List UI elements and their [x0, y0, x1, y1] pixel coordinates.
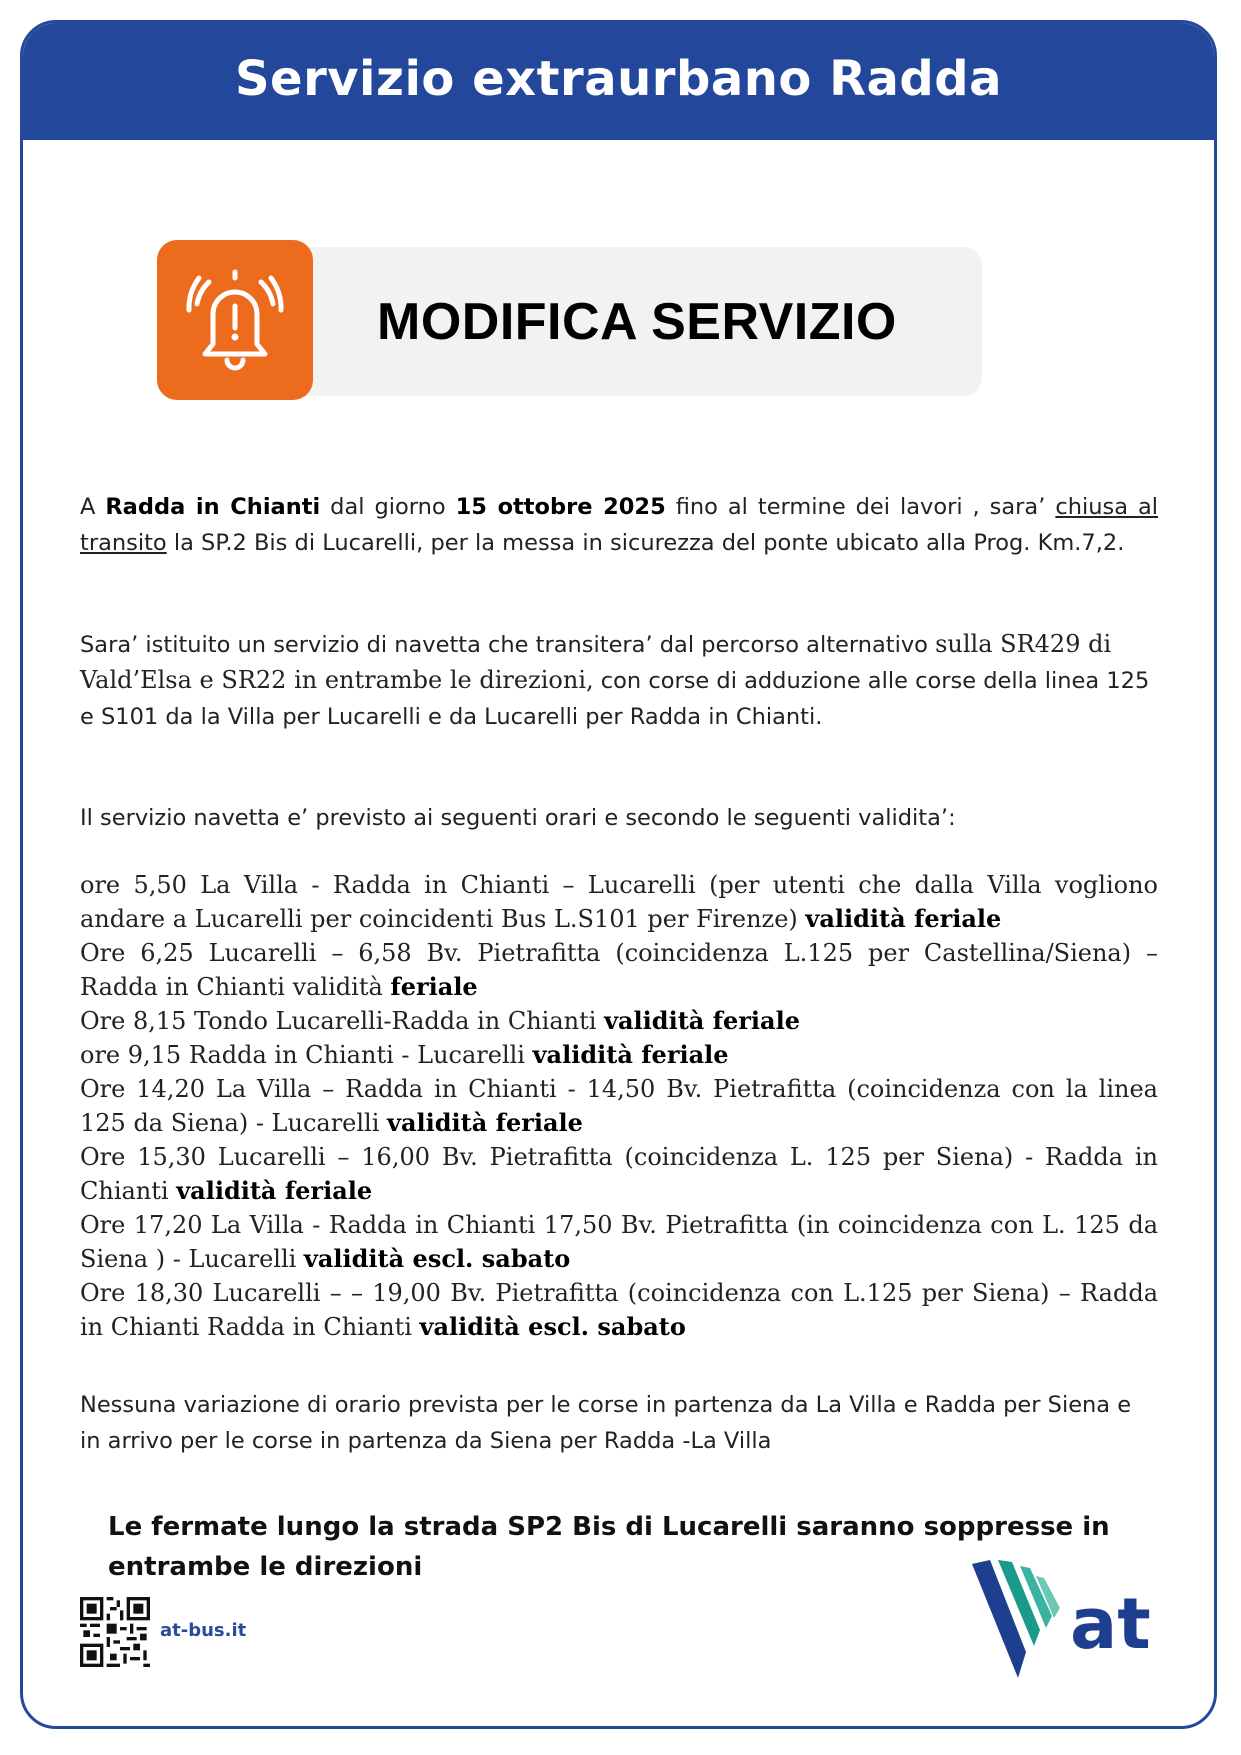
schedule-item: Ore 18,30 Lucarelli – – 19,00 Bv. Pietrafitta (coincidenza con L.125 per Siena) – Radda in Chianti Radda in Chianti validità escl. sabato [80, 1279, 1158, 1341]
schedule-item: Ore 6,25 Lucarelli – 6,58 Bv. Pietrafitta (coincidenza L.125 per Castellina/Siena) – Radda in Chianti validità feriale [80, 939, 1158, 1001]
p2-route: sulla SR429 di Vald’Elsa e SR22 in entrambe le direzioni, [80, 630, 1112, 694]
shuttle-paragraph [80, 627, 1158, 735]
schedule-item: Ore 8,15 Tondo Lucarelli-Radda in Chianti validità feriale [80, 1006, 800, 1035]
at-logo-icon [968, 1560, 1164, 1678]
schedule-item: Ore 15,30 Lucarelli – 16,00 Bv. Pietrafitta (coincidenza L. 125 per Siena) - Radda in Chianti validità feriale [80, 1143, 1158, 1205]
svg-text:at: at [1070, 1583, 1151, 1665]
p2-text-a: Sara’ istituito un servizio di navetta che transitera’ dal percorso alternativo [80, 632, 936, 658]
no-change-paragraph: Nessuna variazione di orario prevista per le corse in partenza da La Villa e Radda per Siena e in arrivo per le corse in partenza da Siena per Radda -La Villa [80, 1392, 1132, 1454]
schedule-list [80, 868, 1158, 1344]
page-title: Servizio extraurbano Radda [234, 50, 1003, 107]
notice-label: MODIFICA SERVIZIO [377, 293, 897, 351]
header-bar [23, 23, 1214, 140]
website-link[interactable]: at-bus.it [160, 1620, 247, 1641]
start-date: 15 ottobre 2025 [455, 494, 666, 520]
schedule-intro: Il servizio navetta e’ previsto ai seguenti orari e secondo le seguenti validita’: [80, 805, 956, 831]
schedule-item: ore 5,50 La Villa - Radda in Chianti – Lucarelli (per utenti che dalla Villa vogliono andare a Lucarelli per coincidenti Bus L.S101 per Firenze) validità feriale [80, 871, 1158, 933]
schedule-item: Ore 14,20 La Villa – Radda in Chianti - 14,50 Bv. Pietrafitta (coincidenza con la linea 125 da Siena) - Lucarelli validità feriale [80, 1075, 1158, 1137]
closure-paragraph [80, 489, 1158, 561]
alert-bell-icon [157, 240, 313, 400]
place-name: Radda in Chianti [105, 494, 321, 520]
closing-statement: Le fermate lungo la strada SP2 Bis di Lucarelli saranno soppresse in entrambe le direzioni [108, 1512, 1110, 1582]
schedule-item: Ore 17,20 La Villa - Radda in Chianti 17,50 Bv. Pietrafitta (in coincidenza con L. 125 da Siena ) - Lucarelli validità escl. sabato [80, 1211, 1158, 1273]
closure-notice: chiusa al transito [80, 494, 1158, 556]
p1-text-b: dal giorno [320, 494, 456, 520]
p1-text-a: A [80, 494, 106, 520]
schedule-item: ore 9,15 Radda in Chianti - Lucarelli validità feriale [80, 1040, 729, 1069]
p1-text-c: fino al termine dei lavori , sara’ [665, 494, 1056, 520]
p1-text-d: la SP.2 Bis di Lucarelli, per la messa in sicurezza del ponte ubicato alla Prog. Km.7,2. [166, 530, 1125, 556]
qr-code-icon[interactable] [80, 1597, 150, 1667]
p2-text-c: con corse di adduzione alle corse della linea 125 e S101 da la Villa per Lucarelli e da Lucarelli per Radda in Chianti. [80, 668, 1150, 730]
